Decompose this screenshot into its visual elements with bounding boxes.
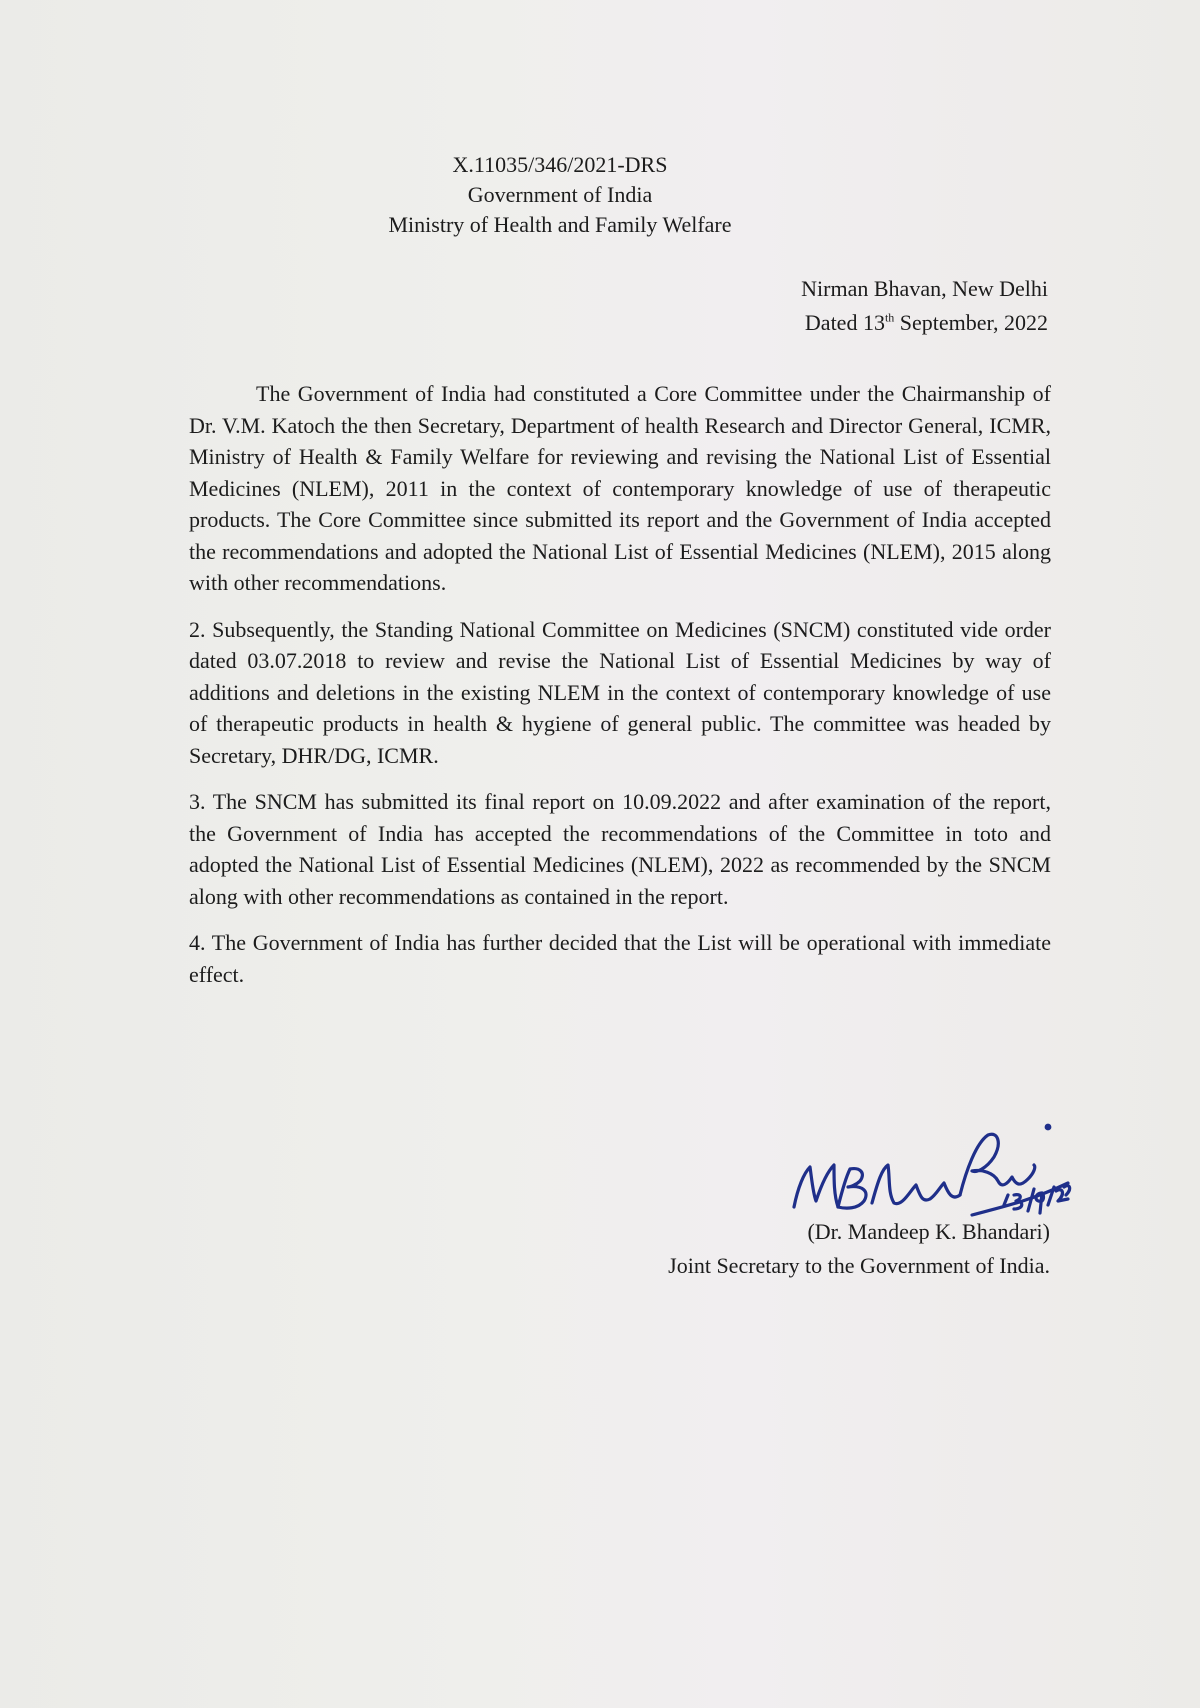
letter-body (189, 378, 1051, 1005)
file-number: X.11035/346/2021-DRS (452, 152, 668, 177)
paragraph-3: 3. The SNCM has submitted its final report on 10.09.2022 and after examination of the report, the Government of India has accepted the recommendations of the Committee in toto and adopted the National List of Essential Medicines (NLEM), 2022 as recommended by the SNCM along with other recommendations as contained in the report. (189, 789, 1051, 909)
date: Dated 13th September, 2022 (804, 310, 1048, 335)
place-and-date (690, 272, 1048, 340)
letter-header (300, 150, 820, 240)
signatory-block (560, 1215, 1050, 1283)
paragraph-1: The Government of India had constituted a Core Committee under the Chairmanship of Dr. V.M. Katoch the then Secretary, Department of health Research and Director General, ICMR, Ministry of Health & Family Welfare for reviewing and revising the National List of Essential Medicines (NLEM), 2011 in the context of contemporary knowledge of use of therapeutic products. The Core Committee since submitted its report and the Government of India accepted the recommendations and adopted the National List of Essential Medicines (NLEM), 2015 along with other recommendations. (189, 381, 1051, 595)
signatory-designation: Joint Secretary to the Government of India. (668, 1253, 1050, 1278)
paragraph-4: 4. The Government of India has further decided that the List will be operational with immediate effect. (189, 930, 1051, 987)
ministry-name: Ministry of Health and Family Welfare (388, 212, 732, 237)
paragraph-2: 2. Subsequently, the Standing National Committee on Medicines (SNCM) constituted vide order dated 03.07.2018 to review and revise the National List of Essential Medicines by way of additions and deletions in the existing NLEM in the context of contemporary knowledge of use of therapeutic products in health & hygiene of general public. The committee was headed by Secretary, DHR/DG, ICMR. (189, 616, 1051, 768)
place: Nirman Bhavan, New Delhi (801, 276, 1048, 301)
government-name: Government of India (467, 182, 653, 207)
signatory-name: (Dr. Mandeep K. Bhandari) (807, 1219, 1050, 1244)
